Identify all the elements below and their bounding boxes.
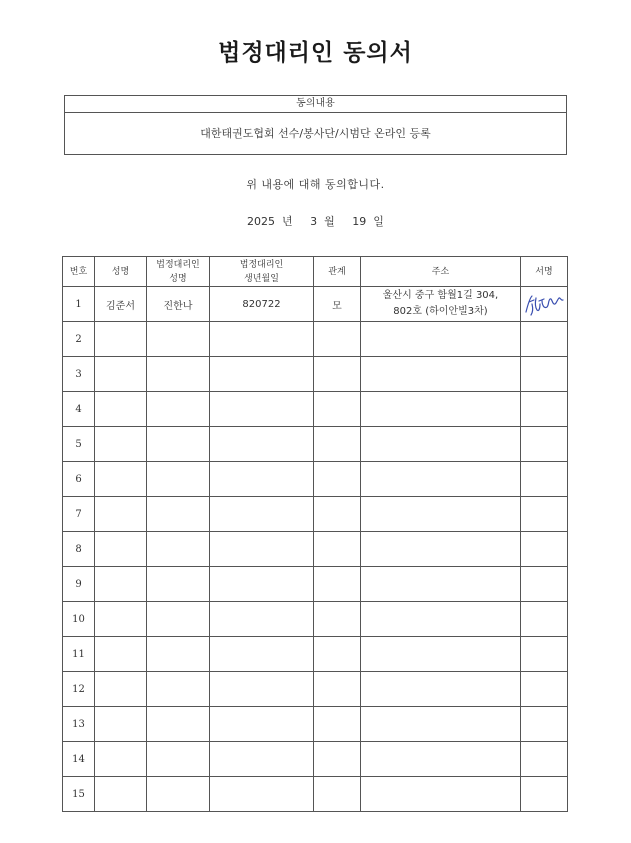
- row-guardian-birth: [210, 462, 314, 497]
- row-guardian-birth: [210, 357, 314, 392]
- row-relation: [314, 777, 361, 812]
- row-guardian-name: 진한나: [147, 287, 210, 322]
- row-guardian-birth: [210, 427, 314, 462]
- table-header-row: [63, 257, 568, 287]
- row-guardian-name: [147, 462, 210, 497]
- row-signature: [521, 777, 568, 812]
- consent-content: 대한태권도협회 선수/봉사단/시범단 온라인 등록: [200, 127, 431, 140]
- row-name: [95, 742, 147, 777]
- row-number: 13: [63, 707, 95, 742]
- row-guardian-name: [147, 357, 210, 392]
- row-number: 10: [63, 602, 95, 637]
- row-name: [95, 497, 147, 532]
- date-month: 3: [310, 215, 318, 228]
- row-guardian-name: [147, 742, 210, 777]
- row-signature: [521, 707, 568, 742]
- row-relation: [314, 392, 361, 427]
- row-guardian-name: [147, 427, 210, 462]
- row-signature: [521, 742, 568, 777]
- table-row: [63, 777, 568, 812]
- row-relation: [314, 497, 361, 532]
- row-number: 8: [63, 532, 95, 567]
- row-relation: [314, 672, 361, 707]
- date-day: 19: [352, 215, 367, 228]
- table-row: [63, 672, 568, 707]
- table-row: [63, 567, 568, 602]
- row-guardian-name: [147, 392, 210, 427]
- row-signature: [521, 567, 568, 602]
- header-guardian-name: 법정대리인 성명: [147, 257, 210, 287]
- date-year-unit: 년: [282, 215, 293, 228]
- row-name: [95, 532, 147, 567]
- table-row: [63, 637, 568, 672]
- row-signature: [521, 357, 568, 392]
- row-guardian-name: [147, 567, 210, 602]
- row-signature: [521, 602, 568, 637]
- date-month-unit: 월: [324, 215, 335, 228]
- row-name: [95, 777, 147, 812]
- table-row: [63, 392, 568, 427]
- row-number: 12: [63, 672, 95, 707]
- row-guardian-birth: [210, 672, 314, 707]
- row-address: [361, 532, 521, 567]
- row-guardian-birth: 820722: [210, 287, 314, 322]
- row-relation: [314, 637, 361, 672]
- table-row: [63, 357, 568, 392]
- row-guardian-birth: [210, 322, 314, 357]
- row-signature: [521, 462, 568, 497]
- row-signature: [521, 637, 568, 672]
- row-name: 김준서: [95, 287, 147, 322]
- row-signature: [521, 532, 568, 567]
- row-guardian-name: [147, 777, 210, 812]
- row-guardian-birth: [210, 637, 314, 672]
- row-address: [361, 567, 521, 602]
- row-number: 7: [63, 497, 95, 532]
- row-relation: [314, 462, 361, 497]
- date-year: 2025: [247, 215, 276, 228]
- row-name: [95, 462, 147, 497]
- handwritten-signature: [523, 290, 565, 321]
- row-relation: [314, 532, 361, 567]
- table-row: [63, 742, 568, 777]
- row-address: [361, 707, 521, 742]
- row-address: [361, 742, 521, 777]
- table-row: [63, 602, 568, 637]
- row-signature: [521, 322, 568, 357]
- row-signature: [521, 392, 568, 427]
- row-name: [95, 672, 147, 707]
- header-address: 주소: [361, 257, 521, 287]
- row-guardian-name: [147, 707, 210, 742]
- row-guardian-name: [147, 497, 210, 532]
- date-line: [0, 213, 631, 229]
- row-number: 9: [63, 567, 95, 602]
- row-name: [95, 427, 147, 462]
- row-address: [361, 777, 521, 812]
- row-signature: [521, 287, 568, 322]
- row-number: 3: [63, 357, 95, 392]
- header-name: 성명: [95, 257, 147, 287]
- row-name: [95, 567, 147, 602]
- table-row: [63, 707, 568, 742]
- consent-header: 동의내용: [65, 96, 566, 113]
- table-row: [63, 462, 568, 497]
- consent-box: [64, 95, 567, 155]
- row-name: [95, 637, 147, 672]
- row-number: 15: [63, 777, 95, 812]
- row-address: [361, 462, 521, 497]
- row-relation: [314, 567, 361, 602]
- row-relation: [314, 707, 361, 742]
- table-row: [63, 497, 568, 532]
- row-name: [95, 707, 147, 742]
- agree-statement: 위 내용에 대해 동의합니다.: [246, 178, 385, 191]
- row-name: [95, 357, 147, 392]
- row-name: [95, 392, 147, 427]
- row-signature: [521, 672, 568, 707]
- row-guardian-birth: [210, 497, 314, 532]
- row-address: 울산시 중구 함월1길 304, 802호 (하이안빌3차): [361, 287, 521, 322]
- date-day-unit: 일: [373, 215, 384, 228]
- row-guardian-birth: [210, 567, 314, 602]
- row-signature: [521, 497, 568, 532]
- row-guardian-name: [147, 672, 210, 707]
- row-number: 4: [63, 392, 95, 427]
- row-relation: [314, 357, 361, 392]
- table-row: [63, 287, 568, 322]
- header-signature: 서명: [521, 257, 568, 287]
- header-no: 번호: [63, 257, 95, 287]
- header-relation: 관계: [314, 257, 361, 287]
- row-guardian-name: [147, 602, 210, 637]
- row-address: [361, 497, 521, 532]
- row-address: [361, 427, 521, 462]
- row-number: 14: [63, 742, 95, 777]
- row-relation: [314, 322, 361, 357]
- table-row: [63, 532, 568, 567]
- row-name: [95, 602, 147, 637]
- row-address: [361, 602, 521, 637]
- row-number: 11: [63, 637, 95, 672]
- row-guardian-birth: [210, 532, 314, 567]
- row-relation: [314, 742, 361, 777]
- row-number: 1: [63, 287, 95, 322]
- row-guardian-birth: [210, 777, 314, 812]
- row-address: [361, 357, 521, 392]
- row-guardian-birth: [210, 707, 314, 742]
- table-row: [63, 427, 568, 462]
- row-name: [95, 322, 147, 357]
- row-address: [361, 392, 521, 427]
- row-guardian-birth: [210, 392, 314, 427]
- row-number: 6: [63, 462, 95, 497]
- guardian-table: [62, 256, 568, 812]
- row-number: 2: [63, 322, 95, 357]
- row-signature: [521, 427, 568, 462]
- row-guardian-name: [147, 637, 210, 672]
- document-title: 법정대리인 동의서: [218, 40, 413, 66]
- header-guardian-birth: 법정대리인 생년월일: [210, 257, 314, 287]
- row-relation: [314, 602, 361, 637]
- row-guardian-birth: [210, 602, 314, 637]
- row-address: [361, 672, 521, 707]
- row-relation: 모: [314, 287, 361, 322]
- row-number: 5: [63, 427, 95, 462]
- row-address: [361, 322, 521, 357]
- row-guardian-name: [147, 322, 210, 357]
- row-address: [361, 637, 521, 672]
- row-guardian-birth: [210, 742, 314, 777]
- table-row: [63, 322, 568, 357]
- row-guardian-name: [147, 532, 210, 567]
- row-relation: [314, 427, 361, 462]
